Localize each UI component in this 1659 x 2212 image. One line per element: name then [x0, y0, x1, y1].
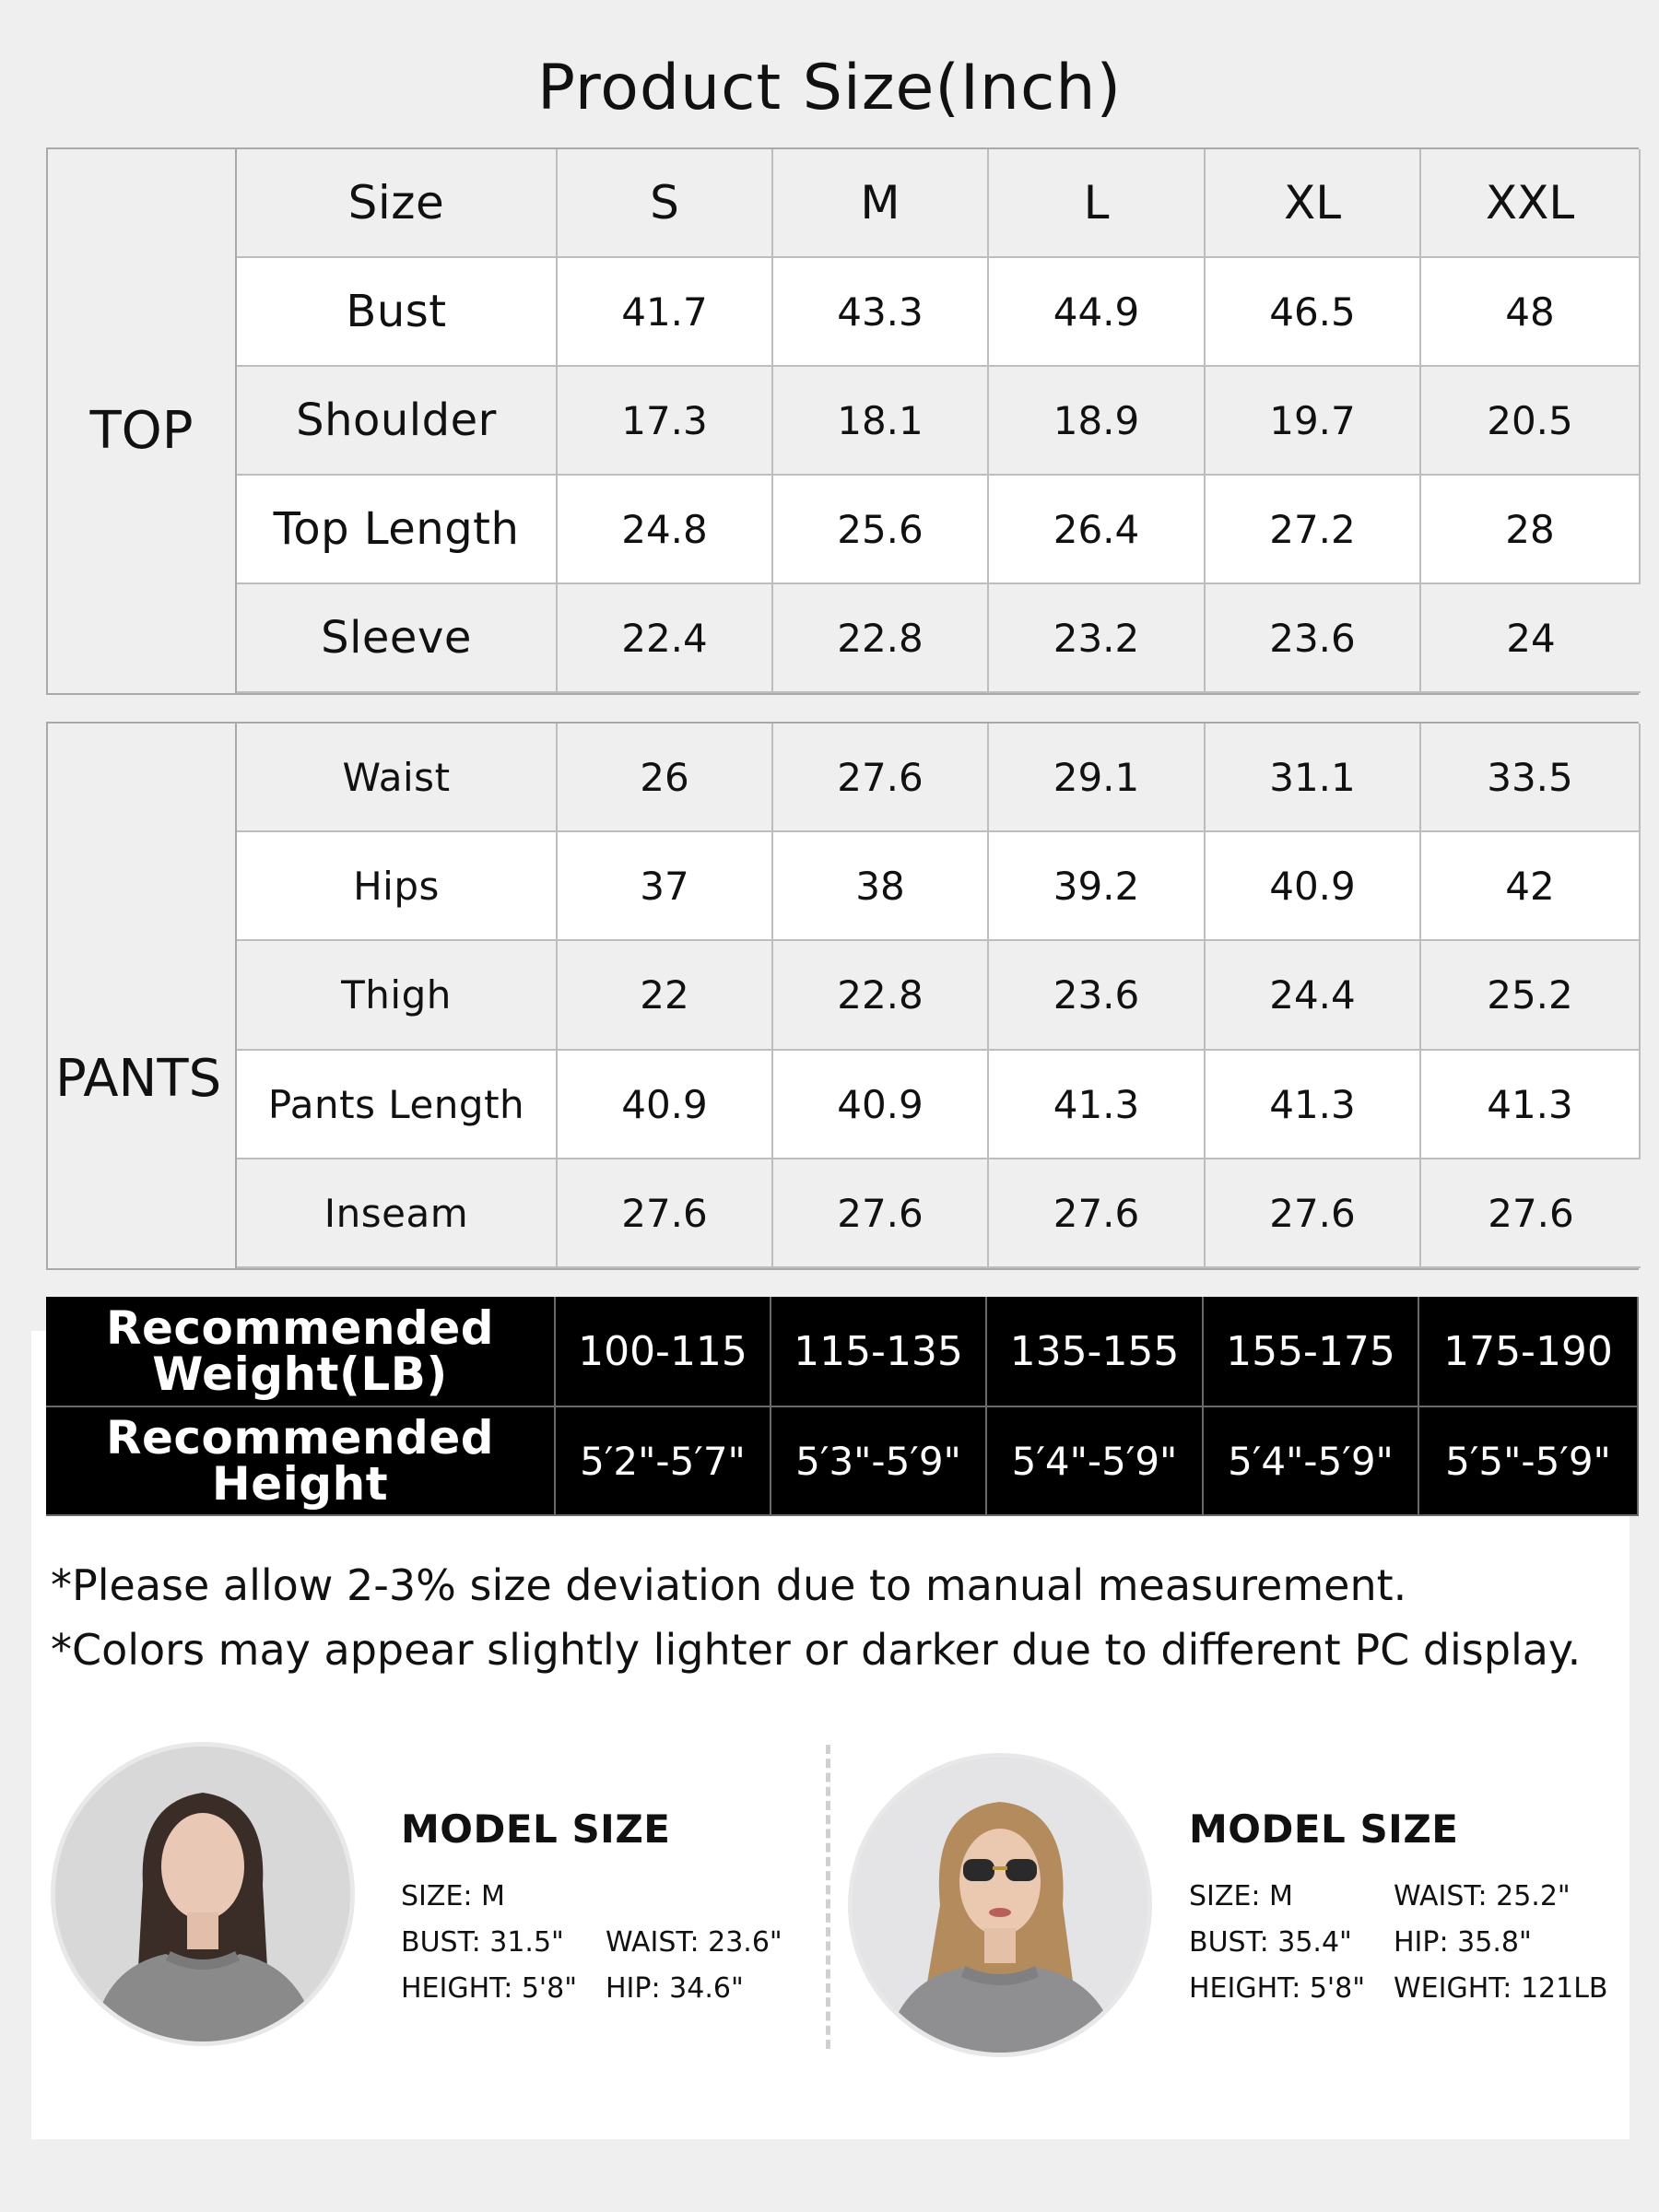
table-cell: 27.2 — [1206, 476, 1421, 584]
note-deviation: *Please allow 2-3% size deviation due to manual measurement. — [51, 1560, 1407, 1610]
table-cell: 27.6 — [1421, 1159, 1641, 1268]
table-cell: 42 — [1421, 832, 1641, 941]
row-label-bust: Bust — [237, 258, 558, 367]
size-header-m: M — [773, 149, 989, 258]
model-spec: HIP: 35.8" — [1394, 1926, 1532, 1959]
table-cell: 20.5 — [1421, 367, 1641, 476]
table-cell: 24 — [1421, 584, 1641, 693]
recommended-height-label-line2: Height — [211, 1457, 389, 1511]
notes — [51, 1553, 1618, 1682]
row-label-waist: Waist — [237, 724, 558, 832]
recommended-weight-label-line2: Weight(LB) — [152, 1347, 448, 1401]
weight-cell: 100-115 — [556, 1297, 771, 1407]
height-cell: 5′2"-5′7" — [556, 1407, 771, 1516]
table-cell: 41.3 — [1206, 1051, 1421, 1159]
table-cell: 41.3 — [989, 1051, 1206, 1159]
size-header-xxl: XXL — [1421, 149, 1641, 258]
height-cell: 5′3"-5′9" — [771, 1407, 987, 1516]
table-cell: 27.6 — [558, 1159, 773, 1268]
table-cell: 22.8 — [773, 941, 989, 1051]
top-section-label: TOP — [48, 149, 237, 693]
table-cell: 24.8 — [558, 476, 773, 584]
page-title: Product Size(Inch) — [536, 51, 1123, 124]
table-cell: 26.4 — [989, 476, 1206, 584]
model-info — [401, 1806, 782, 2012]
model-spec: HIP: 34.6" — [606, 1972, 744, 2005]
table-cell: 41.7 — [558, 258, 773, 367]
recommended-height-label — [46, 1407, 556, 1516]
table-cell: 23.6 — [989, 941, 1206, 1051]
table-cell: 23.6 — [1206, 584, 1421, 693]
table-cell: 27.6 — [989, 1159, 1206, 1268]
row-label-sleeve: Sleeve — [237, 584, 558, 693]
table-cell: 19.7 — [1206, 367, 1421, 476]
height-cell: 5′5"-5′9" — [1419, 1407, 1639, 1516]
model-row — [1189, 1966, 1608, 2012]
recommended-weight-label-line1: Recommended — [105, 1301, 495, 1355]
model-photo-illustration — [853, 1758, 1147, 2053]
table-cell: 46.5 — [1206, 258, 1421, 367]
model-photo-illustration — [55, 1747, 350, 2041]
table-cell: 40.9 — [1206, 832, 1421, 941]
model-spec: HEIGHT: 5'8" — [1189, 1972, 1366, 2005]
table-cell: 43.3 — [773, 258, 989, 367]
model-row — [401, 1966, 782, 2012]
top-size-table — [46, 147, 1639, 695]
table-cell: 18.9 — [989, 367, 1206, 476]
table-cell: 29.1 — [989, 724, 1206, 832]
table-cell: 44.9 — [989, 258, 1206, 367]
recommended-table — [46, 1297, 1639, 1516]
table-cell: 26 — [558, 724, 773, 832]
weight-cell: 175-190 — [1419, 1297, 1639, 1407]
model-photo — [848, 1753, 1152, 2057]
model-spec: SIZE: M — [401, 1880, 505, 1912]
model-row — [1189, 1874, 1608, 1920]
model-spec: BUST: 31.5" — [401, 1926, 564, 1959]
table-cell: 25.6 — [773, 476, 989, 584]
table-cell: 31.1 — [1206, 724, 1421, 832]
table-cell: 48 — [1421, 258, 1641, 367]
table-cell: 39.2 — [989, 832, 1206, 941]
size-header-xl: XL — [1206, 149, 1421, 258]
size-header-l: L — [989, 149, 1206, 258]
table-cell: 24.4 — [1206, 941, 1421, 1051]
height-cell: 5′4"-5′9" — [1204, 1407, 1419, 1516]
model-row — [401, 1920, 782, 1966]
table-cell: 27.6 — [773, 724, 989, 832]
pants-section-label: PANTS — [48, 724, 237, 1268]
row-label-shoulder: Shoulder — [237, 367, 558, 476]
model-info — [1189, 1806, 1608, 2012]
table-cell: 18.1 — [773, 367, 989, 476]
table-cell: 37 — [558, 832, 773, 941]
model-photo — [51, 1742, 355, 2046]
table-cell: 22.8 — [773, 584, 989, 693]
pants-size-table — [46, 722, 1639, 1270]
model-row — [401, 1874, 782, 1920]
model-row — [1189, 1920, 1608, 1966]
weight-cell: 115-135 — [771, 1297, 987, 1407]
model-spec: BUST: 35.4" — [1189, 1926, 1352, 1959]
model-heading: MODEL SIZE — [1189, 1806, 1459, 1852]
model-spec: SIZE: M — [1189, 1880, 1293, 1912]
size-header-s: S — [558, 149, 773, 258]
table-cell: 41.3 — [1421, 1051, 1641, 1159]
model-spec: WAIST: 25.2" — [1394, 1880, 1571, 1912]
weight-cell: 135-155 — [987, 1297, 1204, 1407]
table-cell: 33.5 — [1421, 724, 1641, 832]
table-cell: 27.6 — [773, 1159, 989, 1268]
model-spec: HEIGHT: 5'8" — [401, 1972, 578, 2005]
row-label-hips: Hips — [237, 832, 558, 941]
row-label-pants-length: Pants Length — [237, 1051, 558, 1159]
model-heading: MODEL SIZE — [401, 1806, 671, 1852]
table-cell: 17.3 — [558, 367, 773, 476]
table-cell: 40.9 — [773, 1051, 989, 1159]
weight-cell: 155-175 — [1204, 1297, 1419, 1407]
table-cell: 22.4 — [558, 584, 773, 693]
recommended-height-label-line1: Recommended — [105, 1411, 495, 1465]
size-header-label: Size — [237, 149, 558, 258]
row-label-thigh: Thigh — [237, 941, 558, 1051]
model-spec: WAIST: 23.6" — [606, 1926, 782, 1959]
table-cell: 25.2 — [1421, 941, 1641, 1051]
model-spec: WEIGHT: 121LB — [1394, 1972, 1608, 2005]
table-cell: 23.2 — [989, 584, 1206, 693]
table-cell: 22 — [558, 941, 773, 1051]
table-cell: 27.6 — [1206, 1159, 1421, 1268]
model-divider — [826, 1745, 830, 2049]
table-cell: 28 — [1421, 476, 1641, 584]
height-cell: 5′4"-5′9" — [987, 1407, 1204, 1516]
note-colors: *Colors may appear slightly lighter or darker due to different PC display. — [51, 1625, 1582, 1675]
table-cell: 38 — [773, 832, 989, 941]
table-cell: 40.9 — [558, 1051, 773, 1159]
row-label-inseam: Inseam — [237, 1159, 558, 1268]
row-label-top-length: Top Length — [237, 476, 558, 584]
recommended-weight-label — [46, 1297, 556, 1407]
